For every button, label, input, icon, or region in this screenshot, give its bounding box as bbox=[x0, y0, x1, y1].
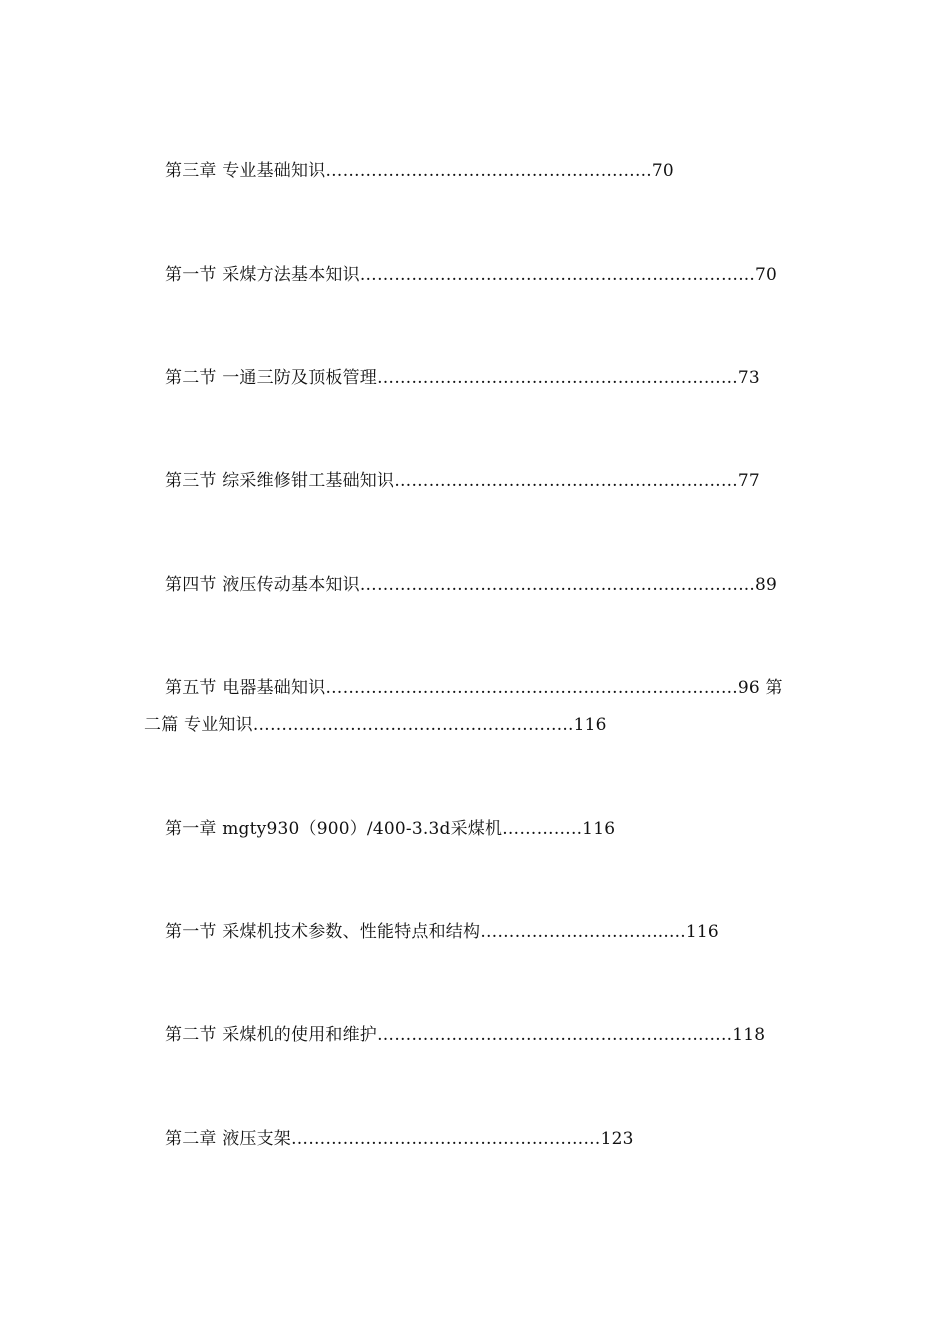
toc-entry-chapter-2[interactable]: 第二章 液压支架………………………………………………123 bbox=[165, 1129, 634, 1149]
toc-entry-section-3[interactable]: 第三节 综采维修钳工基础知识…………………………………………………...77 bbox=[165, 471, 760, 491]
toc-entry-section-1[interactable]: 第一节 采煤方法基本知识…………………………………………………………...70 bbox=[165, 265, 778, 285]
toc-entry-chapter-1-section-1[interactable]: 第一节 采煤机技术参数、性能特点和结构…………………………......116 bbox=[165, 922, 719, 942]
toc-entry-section-4[interactable]: 第四节 液压传动基本知识…………………………………………………………...89 bbox=[165, 575, 778, 595]
toc-entry-part-2[interactable]: 二篇 专业知识………………………………………………..116 bbox=[144, 715, 607, 735]
toc-entry-section-2[interactable]: 第二节 一通三防及顶板管理……………………………………………………...73 bbox=[165, 368, 760, 388]
toc-entry-section-5[interactable]: 第五节 电器基础知识……………………………………………………………...96 第 bbox=[165, 678, 783, 698]
toc-entry-chapter-3[interactable]: 第三章 专业基础知识………………………………………………...70 bbox=[165, 161, 674, 181]
toc-entry-chapter-1[interactable]: 第一章 mgty930（900）/400-3.3d采煤机…………..116 bbox=[165, 819, 616, 839]
toc-entry-chapter-1-section-2[interactable]: 第二节 采煤机的使用和维护……………………………………………………..118 bbox=[165, 1025, 766, 1045]
